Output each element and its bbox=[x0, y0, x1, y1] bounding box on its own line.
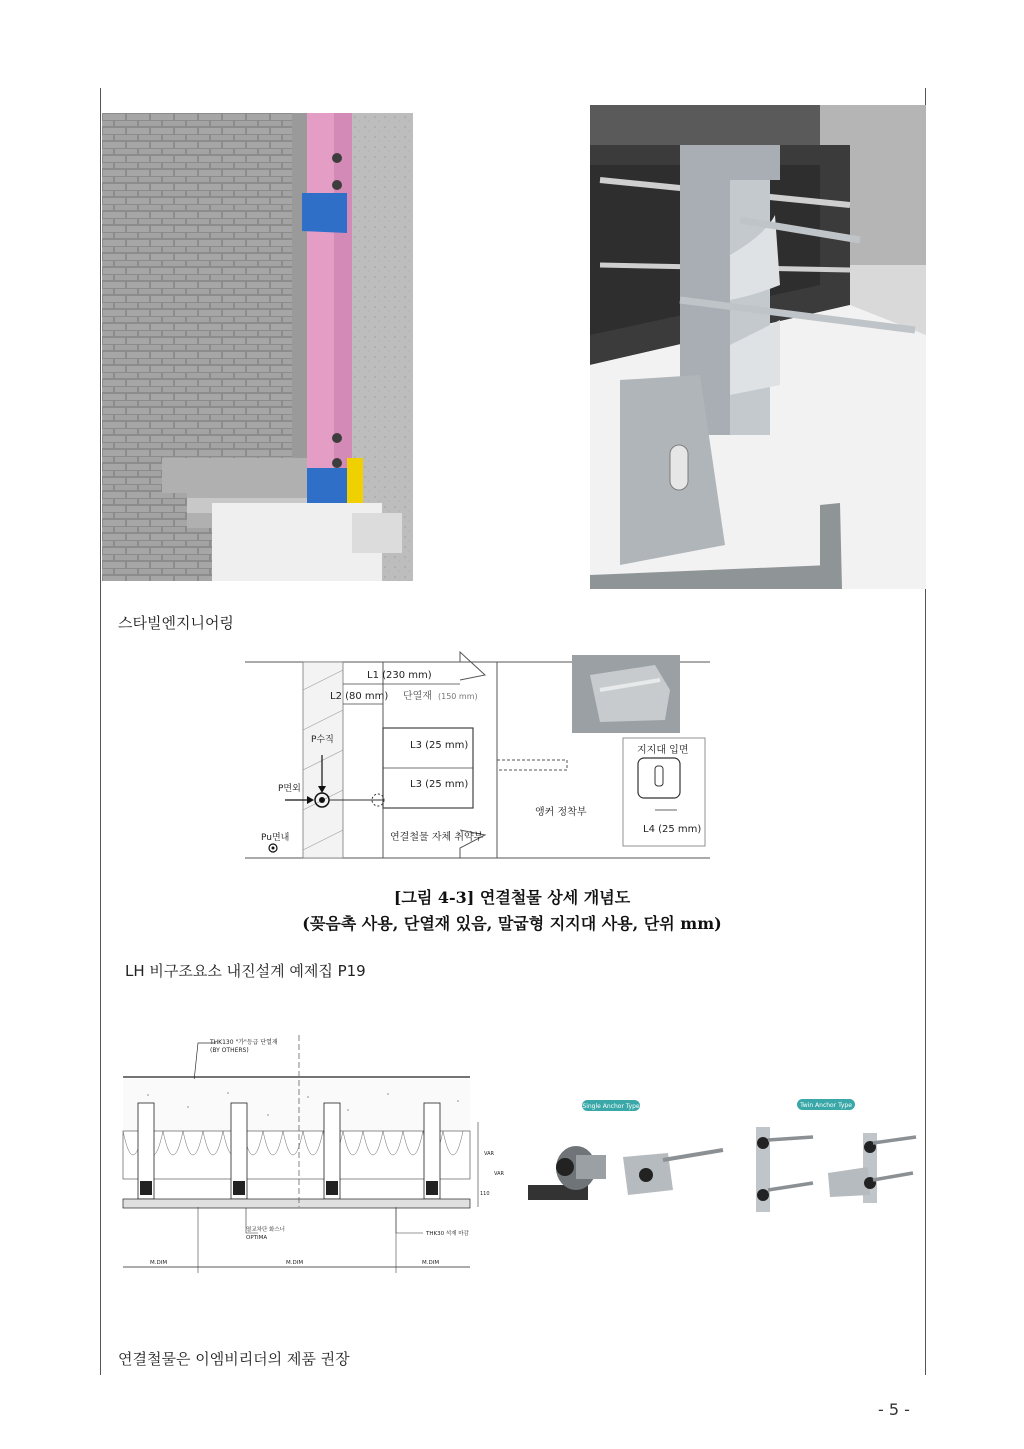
label-insulation: 단열재 bbox=[403, 691, 432, 702]
label-L3-top: L3 (25 mm) bbox=[410, 740, 469, 751]
label-P-vertical: P수직 bbox=[311, 735, 334, 745]
wall-section-drawing bbox=[118, 1035, 508, 1275]
dim-110: 110 bbox=[480, 1191, 490, 1197]
label-P-in: Pu면내 bbox=[261, 833, 290, 843]
figure-caption-line1: [그림 4-3] 연결철물 상세 개념도 bbox=[393, 888, 631, 907]
label-L4: L4 (25 mm) bbox=[643, 824, 702, 835]
page-left-border bbox=[100, 88, 101, 1375]
label-anchor: 앵커 정착부 bbox=[535, 807, 587, 818]
note-stone: THK30 석재 마감 bbox=[426, 1231, 469, 1237]
single-anchor-label: Single Anchor Type bbox=[582, 1103, 640, 1110]
anchor-products-image bbox=[518, 1095, 923, 1220]
label-L1: L1 (230 mm) bbox=[367, 670, 432, 681]
label-L3-bottom: L3 (25 mm) bbox=[410, 779, 469, 790]
brick-wall-render bbox=[102, 113, 413, 581]
twin-anchor-label: Twin Anchor Type bbox=[800, 1102, 852, 1109]
note-optima: OPTIMA bbox=[246, 1235, 268, 1241]
note-fastener: 열교차단 화스너 bbox=[246, 1227, 285, 1233]
section-label-3: 연결철물은 이엠비리더의 제품 권장 bbox=[118, 1350, 350, 1368]
bracket-photo bbox=[590, 105, 926, 589]
label-P-out: P면외 bbox=[278, 784, 301, 794]
mdim-3: M.DIM bbox=[422, 1260, 440, 1266]
connection-detail-diagram bbox=[245, 650, 710, 865]
section-label-1: 스타빌엔지니어링 bbox=[118, 614, 234, 632]
section-label-2: LH 비구조요소 내진설계 예제집 P19 bbox=[125, 962, 366, 980]
mdim-2: M.DIM bbox=[286, 1260, 304, 1266]
label-L2: L2 (80 mm) bbox=[330, 691, 389, 702]
label-weak-part: 연결철물 자체 취약부 bbox=[390, 832, 484, 843]
page-number: - 5 - bbox=[878, 1400, 910, 1419]
note-insulation: THK130 "가"등급 단열재 bbox=[210, 1039, 278, 1046]
figure-caption-line2: (꽂음촉 사용, 단열재 있음, 말굽형 지지대 사용, 단위 mm) bbox=[302, 914, 722, 933]
dim-var-2: VAR bbox=[494, 1171, 504, 1177]
dim-var-1: VAR bbox=[484, 1151, 494, 1157]
note-by-others: (BY OTHERS) bbox=[210, 1047, 249, 1054]
label-insulation-dim: (150 mm) bbox=[438, 692, 478, 701]
mdim-1: M.DIM bbox=[150, 1260, 168, 1266]
label-support-elevation: 지지대 입면 bbox=[637, 745, 689, 756]
